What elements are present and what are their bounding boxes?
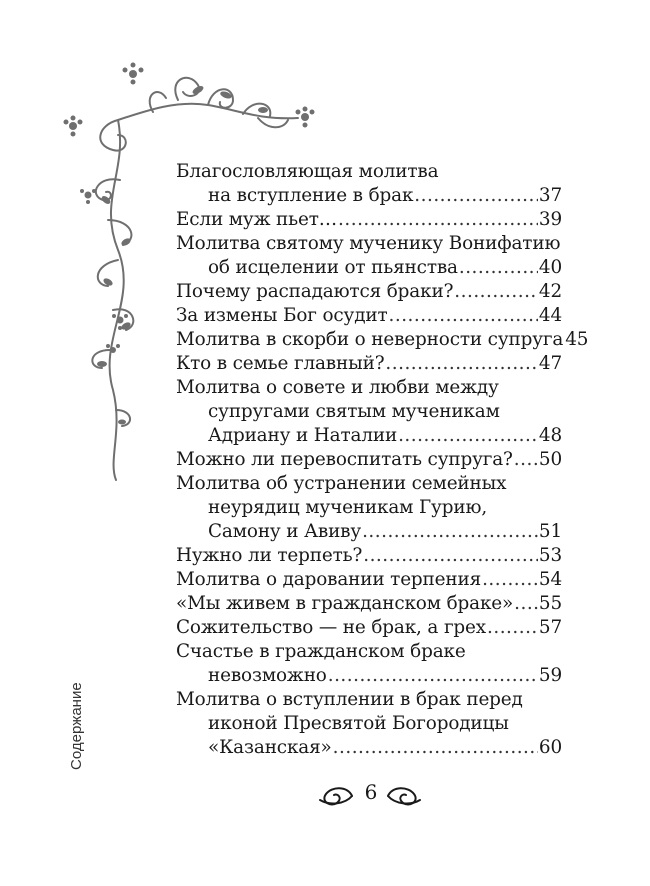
toc-entry [176, 616, 562, 640]
dot-leader [363, 544, 538, 568]
toc-line [176, 184, 562, 208]
toc-line [176, 544, 562, 568]
toc-entry-title: Благословляющая молитва [176, 161, 439, 182]
page-number: 6 [364, 780, 378, 804]
toc-entry [176, 592, 562, 616]
toc-entry [176, 544, 562, 568]
toc-entry-title: Молитва в скорби о неверности супруга [176, 329, 564, 350]
toc-entry-title: Самону и Авиву [208, 521, 362, 542]
toc-entry-title: Адриану и Наталии [208, 425, 398, 446]
toc-line [176, 448, 562, 472]
dot-leader [482, 568, 538, 592]
section-label: Содержание [68, 682, 85, 770]
toc-entry [176, 232, 562, 280]
toc-page-number: 40 [538, 257, 562, 278]
toc-line [176, 568, 562, 592]
toc-entry [176, 208, 562, 232]
toc-entry-title: иконой Пресвятой Богородицы [208, 713, 509, 734]
left-swirl-icon [324, 788, 352, 804]
toc-entry-title: За измены Бог осудит [176, 305, 388, 326]
toc-entry-title: Если муж пьет… [176, 209, 338, 230]
dot-leader [338, 208, 538, 232]
toc-page-number: 53 [538, 545, 562, 566]
toc-entry [176, 568, 562, 592]
toc-page-number: 39 [538, 209, 562, 230]
toc-line [176, 688, 562, 712]
toc-line [176, 472, 562, 496]
toc-page-number: 48 [538, 425, 562, 446]
toc-entry-title: «Казанская» [208, 737, 332, 758]
toc-entry-title: неурядиц мученикам Гурию, [208, 497, 488, 518]
toc-line [176, 280, 562, 304]
toc-line [176, 160, 562, 184]
toc-line [176, 736, 562, 760]
right-swirl-icon [388, 788, 416, 804]
toc-entry [176, 352, 562, 376]
toc-entry-title: Почему распадаются браки? [176, 281, 454, 302]
toc-line [176, 208, 562, 232]
toc-entry-title: Сожительство — не брак, а грех [176, 617, 487, 638]
toc-line [176, 304, 562, 328]
toc-page-number: 37 [538, 185, 562, 206]
toc-page-number: 45 [565, 329, 589, 350]
dot-leader [414, 184, 538, 208]
table-of-contents [176, 160, 589, 760]
toc-page-number: 60 [538, 737, 562, 758]
toc-entry-title: на вступление в брак [208, 185, 414, 206]
toc-entry [176, 160, 562, 208]
dot-leader [514, 592, 538, 616]
toc-line [176, 328, 589, 352]
toc-entry-title: Молитва об устранении семейных [176, 473, 507, 494]
toc-line [176, 352, 562, 376]
dot-leader [514, 448, 538, 472]
toc-entry-title: Молитва святому мученику Вонифатию [176, 233, 561, 254]
toc-entry-title: Счастье в гражданском браке [176, 641, 466, 662]
toc-entry [176, 328, 589, 352]
toc-page-number: 55 [538, 593, 562, 614]
toc-entry [176, 280, 562, 304]
dot-leader [362, 520, 538, 544]
toc-entry [176, 448, 562, 472]
toc-entry-title: Нужно ли терпеть? [176, 545, 363, 566]
dot-leader [333, 736, 538, 760]
toc-entry [176, 304, 562, 328]
toc-line [176, 256, 562, 280]
toc-line [176, 616, 562, 640]
toc-page-number: 50 [538, 449, 562, 470]
toc-page-number: 44 [538, 305, 562, 326]
toc-page-number: 51 [538, 521, 562, 542]
toc-entry [176, 472, 562, 544]
toc-entry [176, 376, 562, 448]
toc-entry-title: Молитва о вступлении в брак перед [176, 689, 523, 710]
dot-leader [459, 256, 538, 280]
dot-leader [389, 304, 538, 328]
dot-leader [328, 664, 538, 688]
toc-line [176, 496, 562, 520]
toc-page-number: 57 [538, 617, 562, 638]
toc-line [176, 592, 562, 616]
toc-line [176, 640, 562, 664]
dot-leader [454, 280, 538, 304]
toc-entry [176, 640, 562, 688]
toc-line [176, 400, 562, 424]
toc-page-number: 59 [538, 665, 562, 686]
dot-leader [385, 352, 537, 376]
toc-line [176, 424, 562, 448]
toc-entry-title: Кто в семье главный? [176, 353, 385, 374]
toc-line [176, 712, 562, 736]
toc-page-number: 54 [538, 569, 562, 590]
toc-entry [176, 688, 562, 760]
toc-entry-title: Молитва о совете и любви между [176, 377, 499, 398]
toc-entry-title: супругами святым мученикам [208, 401, 500, 422]
toc-entry-title: «Мы живем в гражданском браке» [176, 593, 514, 614]
toc-entry-title: Можно ли перевоспитать супруга? [176, 449, 513, 470]
toc-line [176, 232, 562, 256]
dot-leader [487, 616, 538, 640]
toc-line [176, 376, 562, 400]
toc-line [176, 664, 562, 688]
toc-entry-title: об исцелении от пьянства [208, 257, 458, 278]
toc-entry-title: Молитва о даровании терпения [176, 569, 482, 590]
toc-page-number: 42 [538, 281, 562, 302]
toc-line [176, 520, 562, 544]
dot-leader [398, 424, 538, 448]
toc-entry-title: невозможно [208, 665, 327, 686]
toc-page-number: 47 [538, 353, 562, 374]
